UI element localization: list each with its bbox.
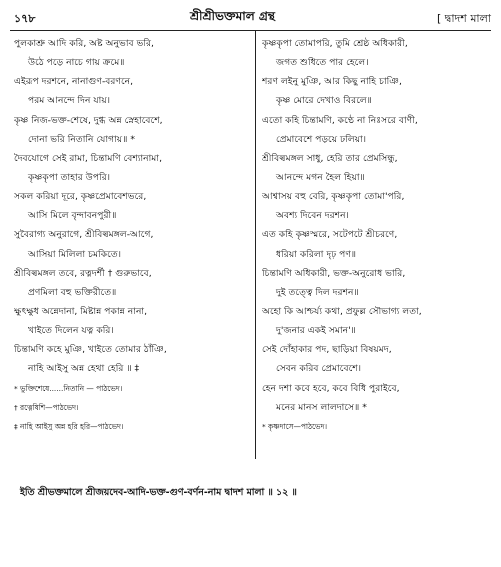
verse-line: উঠে পড়ে নাচে গায় ক্রমে॥: [28, 57, 125, 69]
verse-line: কৃষ্ণকৃপা তাহার উপরি।: [28, 171, 111, 183]
left-column: [14, 34, 250, 436]
verse-line: এইরূপ দরশনে, নানাগুণ-বরণনে,: [14, 76, 134, 88]
column-divider: [255, 31, 256, 459]
right-column: [262, 34, 492, 436]
header-rule: [10, 30, 491, 31]
footnote: ‡ নাহি আইসু অন্ন হরি হরি—পাঠভেদ।: [14, 421, 124, 431]
verse-line: প্রণমিলা বহু ভক্তিরীতে॥: [28, 286, 117, 298]
verse-line: আসি মিলে বৃন্দাবনপুরী॥: [28, 210, 117, 222]
verse-line: দুই তত্ত্বে দিল দরশন॥: [276, 286, 359, 298]
verse-line: অহো কি আশ্চর্য্য কথা, প্রফুল্ল সৌভাগ্য লতা,: [262, 305, 422, 317]
verse-line: চিন্তামণি অধিকারী, ভক্ত-অনুরোধ ভারি,: [262, 267, 406, 279]
verse-line: নাহি আইসু অন্ন হেথা হেরি ॥ ‡: [28, 363, 140, 375]
verse-line: মনের মানস লালদাসে॥ *: [276, 401, 367, 413]
verse-line: চিন্তামণি কহে মুঞি, খাইতে তোমার ঠাঁঞি,: [14, 344, 167, 356]
page-number: ১৭৮: [14, 12, 36, 25]
verse-line: দৈবযোগে সেই রামা, চিন্তামণি বেশ্যানামা,: [14, 152, 162, 164]
verse-line: শরণ লইনু মুঞি, আর কিছু নাহি চাঞি,: [262, 76, 402, 88]
chapter-colophon: ইতি শ্রীভক্তমালে শ্রীজয়দেব-আদি-ভক্ত-গুণ-বর্ণন-নাম দ্বাদশ মালা ॥ ১২ ॥: [20, 487, 297, 498]
verse-line: দোনা ভরি নিতানি যোগায়॥ *: [28, 133, 135, 145]
verse-line: খাইতে দিলেন যত্ন করি।: [28, 325, 114, 337]
verse-line: জগত শুধিতে পার হেলে।: [276, 57, 369, 69]
verse-line: পুলকাশ্রু আদি করি, অষ্ট অনুভাব ভরি,: [14, 38, 154, 49]
page-title: শ্রীশ্রীভক্তমাল গ্রন্থ: [190, 9, 275, 23]
verse-line: আনন্দে মগন হৈল হিয়া॥: [276, 171, 365, 183]
verse-line: কৃষ্ণকৃপা তোমাপরি, তুমি শ্রেষ্ঠ অধিকারী,: [262, 38, 408, 49]
verse-line: সেই দোঁহাকার পদ, ছাড়িয়া বিষয়মদ,: [262, 344, 392, 356]
verse-line: এত কহি কৃষ্ণস্মরে, সটেপটে শ্রীচরণে,: [262, 229, 398, 241]
verse-line: সুবৈরাগ্য অনুরাগে, শ্রীবিল্বমঙ্গল-আগে,: [14, 229, 154, 241]
footnote: * কৃষ্ণদাসে—পাঠভেদ।: [262, 421, 328, 431]
verse-line: কৃষ্ণ নিজ-ভক্ত-শেষে, দুগ্ধ অন্ন স্নেহাবেশে,: [14, 114, 163, 126]
verse-line: ধরিয়া করিলা দৃঢ় পণ॥: [276, 248, 357, 260]
verse-line: সকল করিয়া দূরে, কৃষ্ণপ্রেমাবেশভরে,: [14, 191, 147, 203]
verse-line: শ্রীবিল্বমঙ্গল তবে, রত্নদর্শী † গুরুভাবে,: [14, 267, 152, 279]
verse-line: দু'জনার একই সমান'॥: [276, 325, 356, 337]
verse-line: শ্রীবিল্বমঙ্গল সাধু, হেরি তার প্রেমসিন্ধু,: [262, 152, 398, 164]
verse-line: ক্ষুৎক্ষুধ অন্নেদানা, মিষ্টান্ন পকান্ন নানা,: [14, 305, 148, 317]
section-label: [ দ্বাদশ মালা: [437, 12, 491, 25]
verse-line: এতো কহি চিন্তামণি, কণ্ঠে না নিঃসরে বাণী,: [262, 114, 418, 126]
verse-line: হেন দশা কবে হবে, কবে বিধি পুরাইবে,: [262, 382, 400, 394]
verse-line: প্রেমাবেশে পড়য়ে ঢলিয়া।: [276, 133, 367, 145]
verse-line: আশ্বাসয় বহু বেরি, কৃষ্ণকৃপা তোমা'পরি,: [262, 191, 405, 203]
verse-line: সেবন করিব প্রেমাবেশে।: [276, 363, 362, 375]
footnote: † রত্নেষিশি—পাঠভেদ।: [14, 402, 79, 412]
verse-line: আসিয়া মিলিলা চমকিতে।: [28, 248, 122, 260]
footnote: * ভুক্তিশেষে......নিতানি — পাঠভেদ।: [14, 383, 123, 393]
verse-line: অবশ্য দিবেন দরশন।: [276, 210, 349, 222]
verse-line: পরম আনন্দে দিন যায়।: [28, 95, 111, 107]
verse-line: কৃষ্ণ মোরে দেখাও বিরলে॥: [276, 95, 372, 107]
